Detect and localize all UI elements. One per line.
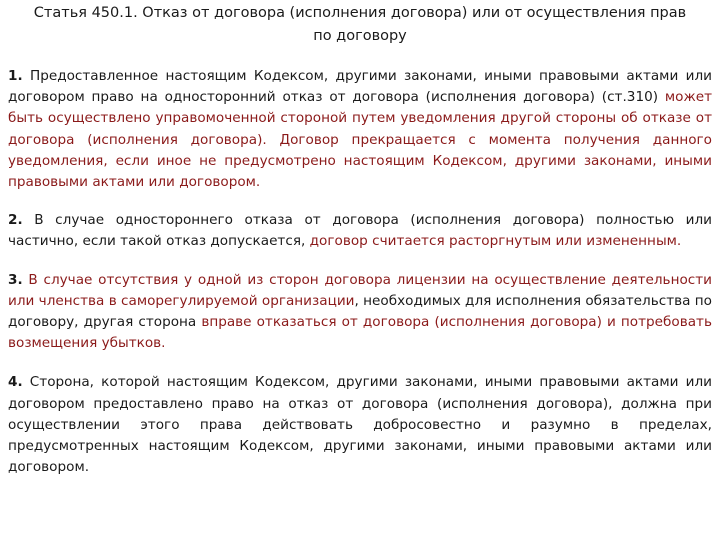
paragraph-highlight-text: вправе отказаться от договора (исполнения договора) и потребовать возмещения убытков. [8, 314, 712, 352]
paragraph-text: В случае одностороннего отказа от договора (исполнения договора) полностью или частично, если такой отказ допускается, [8, 212, 712, 250]
paragraph-text: Предоставленное настоящим Кодексом, другими законами, иными правовыми актами или договором право на односторонний отказ от договора (исполнения договора) (ст.310) [8, 68, 712, 106]
paragraph-text: , необходимых для исполнения обязательства по договору, другая сторона [8, 292, 712, 331]
article-title: Статья 450.1. Отказ от договора (исполнения договора) или от осуществления прав по договору [33, 5, 687, 44]
paragraph-number: 2. [8, 212, 23, 229]
paragraph-1 [8, 66, 712, 193]
paragraph-3 [8, 270, 712, 355]
paragraph-highlight-text: В случае отсутствия у одной из сторон договора лицензии на осуществление деятельности или членства в саморегулируемой организации [8, 271, 712, 309]
paragraph-text: Сторона, которой настоящим Кодексом, другими законами, иными правовыми актами или договором предоставлено право на отказ от договора (исполнения договора), должна при осуществлении этого права действовать добросовестно и разумно в пределах, предусмотренных настоящим Кодексом, другими законами, иными правовыми актами или договором. [8, 374, 712, 476]
paragraph-number: 1. [8, 68, 23, 84]
paragraph-highlight-text: может быть осуществлено управомоченной стороной путем уведомления другой стороны об отказе от договора (исполнения договора). Договор прекращается с момента получения данного уведомления, если иное не предусмотрено настоящим Кодексом, другими законами, иными правовыми актами или договором. [8, 89, 712, 191]
paragraph-2 [8, 210, 712, 252]
paragraph-highlight-text: договор считается расторгнутым или измененным. [309, 233, 682, 250]
paragraph-4 [8, 372, 712, 478]
paragraph-number: 4. [8, 374, 23, 391]
paragraph-number: 3. [8, 271, 23, 288]
